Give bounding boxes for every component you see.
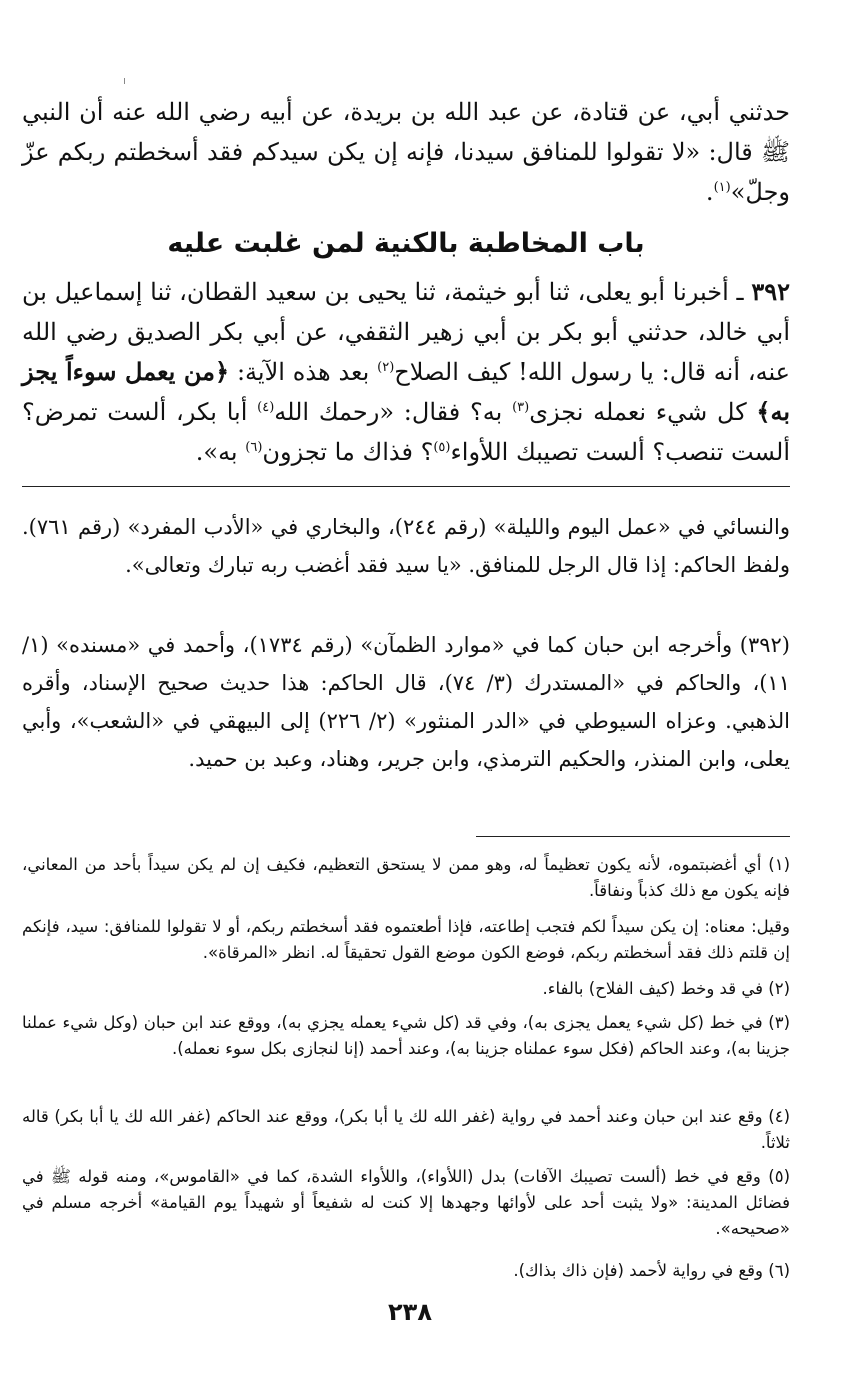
footnote-6: (٦) وقع في رواية لأحمد (فإن ذاك بذاك). bbox=[513, 1261, 790, 1280]
section-heading: باب المخاطبة بالكنية لمن غلبت عليه bbox=[167, 228, 645, 259]
footnote-1: (١) أي أغضبتموه، لأنه يكون تعظيماً له، وهو ممن لا يستحق التعظيم، فكيف إن لم يكن سيداً بأحد من المعاني، فإنه يكون مع ذلك كذباً ونفاقاً. bbox=[22, 855, 790, 900]
page-number: ٢٣٨ bbox=[388, 1298, 432, 1326]
footnote-ref-1[interactable]: (١) bbox=[713, 180, 731, 195]
hadith-text-4: به؟ فقال: «رحمك الله bbox=[274, 398, 513, 426]
footnote-ref-6[interactable]: (٦) bbox=[245, 440, 263, 455]
top-paragraph-text: حدثني أبي، عن قتادة، عن عبد الله بن بريدة، عن أبيه رضي الله عنه أن النبي ﷺ قال: «لا تقولوا للمنافق سيدنا، فإنه إن يكن سيدكم فقد أسخطتم ربكم عزّ وجلّ» bbox=[22, 98, 790, 206]
footnote-3: (٣) في خط (كل شيء يعمل يجزى به)، وفي قد (كل شيء يعمله يجزي به)، ووقع عند ابن حبان (وكل شيء عملنا جزينا به)، وعند الحاكم (فكل سوء عملناه جزينا به)، وعند أحمد (إنا لنجازى بكل سوء نعمله). bbox=[22, 1013, 790, 1058]
commentary-note-392: (٣٩٢) وأخرجه ابن حبان كما في «موارد الظمآن» (رقم ١٧٣٤)، وأحمد في «مسنده» (١/ ١١)، والحاكم في «المستدرك (٣/ ٧٤)، قال الحاكم: هذا حديث صحيح الإسناد، وأقره الذهبي. وعزاه السيوطي في «الدر المنثور» (٢/ ٢٢٦) إلى البيهقي في «الشعب»، وأبي يعلى، وابن المنذر، والحكيم الترمذي، وابن جرير، وهناد، وعبد بن حميد. bbox=[22, 633, 790, 771]
hadith-number: ٣٩٢ bbox=[751, 277, 790, 306]
hadith-text-2: بعد هذه الآية: bbox=[229, 358, 378, 386]
hadith-text-6: ؟ فذاك ما تجزون bbox=[262, 438, 434, 466]
top-paragraph-end: . bbox=[705, 178, 714, 206]
hadith-text-3: كل شيء نعمله نجزى bbox=[529, 398, 757, 426]
hadith-text-5: أبا بكر، ألست تمرض؟ ألست تنصب؟ ألست تصيبك اللأواء bbox=[22, 398, 790, 466]
scan-mark bbox=[124, 78, 125, 84]
footnote-4: (٤) وقع عند ابن حبان وعند أحمد في رواية (غفر الله لك يا أبا بكر)، ووقع عند الحاكم (غفر الله لك يا أبا بكر) قاله ثلاثاً. bbox=[22, 1107, 790, 1152]
hadith-text-7: به». bbox=[195, 438, 246, 466]
footnote-2: (٢) في قد وخط (كيف الفلاح) بالفاء. bbox=[542, 979, 790, 998]
footnote-ref-5[interactable]: (٥) bbox=[433, 440, 451, 455]
footnote-separator bbox=[476, 836, 790, 837]
hadith-392 bbox=[22, 272, 790, 472]
footnote-ref-3[interactable]: (٣) bbox=[512, 400, 530, 415]
footnote-ref-2[interactable]: (٢) bbox=[377, 360, 395, 375]
commentary-note-1: والنسائي في «عمل اليوم والليلة» (رقم ٢٤٤)، والبخاري في «الأدب المفرد» (رقم ٧٦١). ولفظ الحاكم: إذا قال الرجل للمنافق. «يا سيد فقد أغضب ربه تبارك وتعالى». bbox=[22, 515, 790, 577]
footnote-1-continued: وقيل: معناه: إن يكن سيداً لكم فتجب إطاعته، فإذا أطعتموه فقد أسخطتم ربكم، أو لا تقولوا للمنافق: سيد، فإنكم إن قلتم ذلك فقد أسخطتم ربكم، فوضع الكون موضع القول تحقيقاً له. انظر «المرقاة». bbox=[22, 917, 790, 962]
quran-verse: ﴿من يعمل سوءاً يجز به﴾ bbox=[22, 357, 790, 426]
top-paragraph bbox=[22, 92, 790, 212]
separator-rule bbox=[22, 486, 790, 487]
footnote-ref-4[interactable]: (٤) bbox=[257, 400, 275, 415]
footnote-5: (٥) وقع في خط (ألست تصيبك الآفات) بدل (اللأواء)، واللأواء الشدة، كما في «القاموس»، ومنه قوله ﷺ في فضائل المدينة: «ولا يثبت أحد على لأوائها وجهدها إلا كنت له شفيعاً أو شهيداً يوم القيامة» أخرجه مسلم في «صحيحه». bbox=[22, 1167, 790, 1238]
hadith-text-1: ـ أخبرنا أبو يعلى، ثنا أبو خيثمة، ثنا يحيى بن سعيد القطان، ثنا إسماعيل بن أبي خالد، حدثني أبو بكر بن أبي زهير الثقفي، عن أبي بكر الصديق رضي الله عنه، أنه قال: يا رسول الله! كيف الصلاح bbox=[22, 278, 791, 386]
